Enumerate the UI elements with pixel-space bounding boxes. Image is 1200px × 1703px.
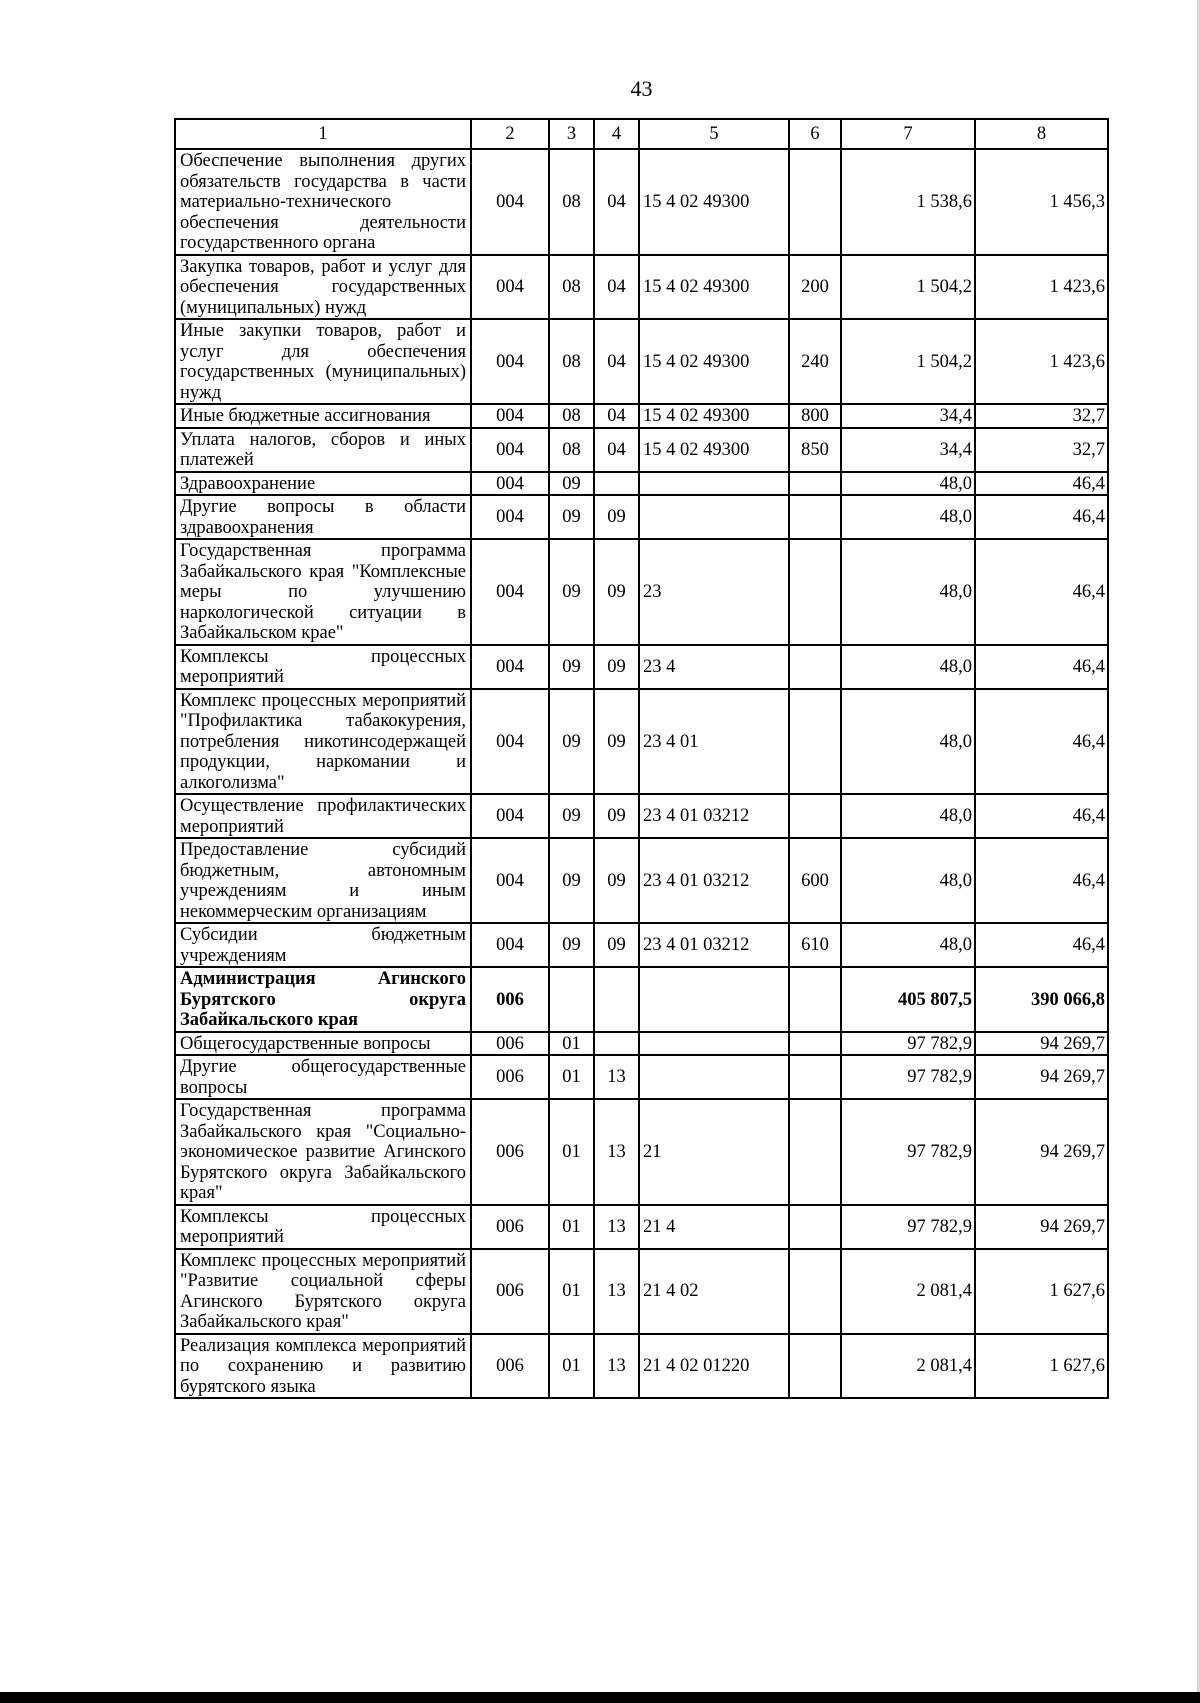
table-row [175,645,1108,689]
row-subsection-cell: 04 [594,255,639,320]
row-expense-type-cell [789,689,841,795]
row-amount-col7-cell: 97 782,9 [841,1032,975,1056]
row-name-cell: Комплексы процессных мероприятий [175,645,471,689]
row-amount-col8-cell: 1 423,6 [975,255,1108,320]
row-name-cell: Другие общегосударственные вопросы [175,1055,471,1099]
row-amount-col8-cell: 46,4 [975,923,1108,967]
row-section-cell: 01 [549,1249,594,1334]
table-row [175,1055,1108,1099]
row-admin-code-cell: 004 [471,645,549,689]
row-name-cell: Здравоохранение [175,472,471,496]
row-subsection-cell: 13 [594,1099,639,1205]
row-name-cell: Комплекс процессных мероприятий "Профилактика табакокурения, потребления никотинсодержащей продукции, наркомании и алкоголизма" [175,689,471,795]
table-row [175,967,1108,1032]
header-cell-4: 4 [594,119,639,149]
header-cell-5: 5 [639,119,789,149]
row-amount-col8-cell: 94 269,7 [975,1055,1108,1099]
row-target-article-cell [639,472,789,496]
row-section-cell: 09 [549,689,594,795]
row-expense-type-cell: 240 [789,319,841,404]
table-row [175,1099,1108,1205]
row-target-article-cell: 21 4 02 [639,1249,789,1334]
row-subsection-cell: 04 [594,404,639,428]
row-section-cell: 01 [549,1099,594,1205]
row-expense-type-cell [789,967,841,1032]
row-expense-type-cell [789,1249,841,1334]
row-name-cell: Предоставление субсидий бюджетным, автономным учреждениям и иным некоммерческим организациям [175,838,471,923]
row-target-article-cell [639,495,789,539]
row-amount-col7-cell: 48,0 [841,645,975,689]
row-name-cell: Обеспечение выполнения других обязательств государства в части материально-технического обеспечения деятельности государственного органа [175,149,471,255]
row-amount-col7-cell: 48,0 [841,794,975,838]
table-row [175,255,1108,320]
row-name-cell: Осуществление профилактических мероприятий [175,794,471,838]
row-admin-code-cell: 004 [471,472,549,496]
row-admin-code-cell: 004 [471,149,549,255]
row-name-cell: Общегосударственные вопросы [175,1032,471,1056]
row-target-article-cell: 23 4 01 03212 [639,838,789,923]
row-target-article-cell: 21 4 [639,1205,789,1249]
row-amount-col7-cell: 97 782,9 [841,1055,975,1099]
row-expense-type-cell [789,1205,841,1249]
page-number: 43 [630,76,653,101]
row-section-cell: 01 [549,1032,594,1056]
row-section-cell: 09 [549,472,594,496]
row-section-cell: 01 [549,1205,594,1249]
table-row [175,404,1108,428]
row-section-cell: 09 [549,923,594,967]
row-section-cell: 09 [549,539,594,645]
row-target-article-cell: 15 4 02 49300 [639,255,789,320]
row-expense-type-cell [789,1055,841,1099]
row-subsection-cell: 09 [594,923,639,967]
row-amount-col8-cell: 46,4 [975,495,1108,539]
header-cell-2: 2 [471,119,549,149]
row-amount-col7-cell: 97 782,9 [841,1205,975,1249]
row-section-cell [549,967,594,1032]
row-target-article-cell: 23 [639,539,789,645]
row-name-cell: Иные бюджетные ассигнования [175,404,471,428]
row-target-article-cell: 23 4 01 03212 [639,923,789,967]
row-amount-col8-cell: 390 066,8 [975,967,1108,1032]
row-section-cell: 08 [549,255,594,320]
row-expense-type-cell [789,645,841,689]
row-expense-type-cell [789,1099,841,1205]
row-amount-col8-cell: 1 627,6 [975,1334,1108,1399]
row-expense-type-cell [789,149,841,255]
row-amount-col8-cell: 46,4 [975,689,1108,795]
table-row [175,923,1108,967]
row-admin-code-cell: 004 [471,838,549,923]
row-section-cell: 01 [549,1334,594,1399]
header-cell-3: 3 [549,119,594,149]
table-row [175,794,1108,838]
row-section-cell: 08 [549,404,594,428]
header-cell-7: 7 [841,119,975,149]
table-row [175,838,1108,923]
row-admin-code-cell: 004 [471,404,549,428]
row-subsection-cell: 09 [594,794,639,838]
row-amount-col7-cell: 2 081,4 [841,1249,975,1334]
row-amount-col7-cell: 1 504,2 [841,255,975,320]
row-name-cell: Государственная программа Забайкальского края "Социально-экономическое развитие Агинского Бурятского округа Забайкальского края" [175,1099,471,1205]
row-subsection-cell [594,472,639,496]
table-body [175,149,1108,1398]
row-admin-code-cell: 004 [471,428,549,472]
row-section-cell: 09 [549,794,594,838]
table-row [175,319,1108,404]
row-amount-col8-cell: 46,4 [975,838,1108,923]
row-expense-type-cell: 850 [789,428,841,472]
row-target-article-cell: 23 4 [639,645,789,689]
row-name-cell: Субсидии бюджетным учреждениям [175,923,471,967]
header-cell-6: 6 [789,119,841,149]
row-section-cell: 09 [549,838,594,923]
row-subsection-cell: 04 [594,428,639,472]
budget-table [174,118,1109,1399]
row-expense-type-cell: 800 [789,404,841,428]
row-amount-col8-cell: 94 269,7 [975,1205,1108,1249]
table-row [175,1205,1108,1249]
row-subsection-cell [594,1032,639,1056]
row-admin-code-cell: 006 [471,1249,549,1334]
row-amount-col8-cell: 1 627,6 [975,1249,1108,1334]
row-subsection-cell: 09 [594,539,639,645]
row-amount-col8-cell: 46,4 [975,472,1108,496]
row-amount-col7-cell: 1 504,2 [841,319,975,404]
table-row [175,149,1108,255]
row-name-cell: Уплата налогов, сборов и иных платежей [175,428,471,472]
row-section-cell: 09 [549,495,594,539]
row-expense-type-cell [789,794,841,838]
row-subsection-cell: 04 [594,319,639,404]
row-amount-col7-cell: 48,0 [841,495,975,539]
row-target-article-cell: 21 [639,1099,789,1205]
row-admin-code-cell: 004 [471,255,549,320]
row-amount-col8-cell: 46,4 [975,645,1108,689]
row-amount-col7-cell: 34,4 [841,404,975,428]
row-amount-col8-cell: 32,7 [975,404,1108,428]
row-target-article-cell [639,967,789,1032]
row-name-cell: Комплексы процессных мероприятий [175,1205,471,1249]
row-admin-code-cell: 004 [471,923,549,967]
row-section-cell: 09 [549,645,594,689]
row-target-article-cell [639,1055,789,1099]
row-name-cell: Другие вопросы в области здравоохранения [175,495,471,539]
row-amount-col7-cell: 48,0 [841,472,975,496]
row-subsection-cell [594,967,639,1032]
row-amount-col7-cell: 2 081,4 [841,1334,975,1399]
row-target-article-cell: 15 4 02 49300 [639,428,789,472]
row-subsection-cell: 13 [594,1249,639,1334]
row-amount-col7-cell: 48,0 [841,838,975,923]
table-row [175,428,1108,472]
row-amount-col7-cell: 48,0 [841,539,975,645]
row-section-cell: 01 [549,1055,594,1099]
row-admin-code-cell: 004 [471,495,549,539]
row-subsection-cell: 13 [594,1205,639,1249]
header-row [175,119,1108,149]
row-name-cell: Комплекс процессных мероприятий "Развитие социальной сферы Агинского Бурятского округа Забайкальского края" [175,1249,471,1334]
row-expense-type-cell: 600 [789,838,841,923]
row-amount-col7-cell: 48,0 [841,923,975,967]
row-subsection-cell: 04 [594,149,639,255]
row-expense-type-cell: 610 [789,923,841,967]
row-admin-code-cell: 006 [471,1099,549,1205]
row-subsection-cell: 09 [594,689,639,795]
row-name-cell: Администрация Агинского Бурятского округа Забайкальского края [175,967,471,1032]
row-target-article-cell: 21 4 02 01220 [639,1334,789,1399]
header-cell-8: 8 [975,119,1108,149]
row-target-article-cell: 15 4 02 49300 [639,404,789,428]
scan-bottom-bar [0,1692,1200,1703]
header-cell-1: 1 [175,119,471,149]
row-target-article-cell: 15 4 02 49300 [639,319,789,404]
row-subsection-cell: 13 [594,1334,639,1399]
row-amount-col8-cell: 1 423,6 [975,319,1108,404]
row-section-cell: 08 [549,149,594,255]
row-amount-col8-cell: 32,7 [975,428,1108,472]
table-row [175,689,1108,795]
row-admin-code-cell: 004 [471,319,549,404]
row-admin-code-cell: 004 [471,794,549,838]
row-amount-col8-cell: 1 456,3 [975,149,1108,255]
row-amount-col8-cell: 94 269,7 [975,1099,1108,1205]
row-target-article-cell: 15 4 02 49300 [639,149,789,255]
row-amount-col8-cell: 46,4 [975,794,1108,838]
row-admin-code-cell: 006 [471,1334,549,1399]
row-subsection-cell: 09 [594,838,639,923]
row-expense-type-cell [789,495,841,539]
row-section-cell: 08 [549,319,594,404]
row-expense-type-cell [789,472,841,496]
row-amount-col7-cell: 48,0 [841,689,975,795]
row-amount-col7-cell: 34,4 [841,428,975,472]
row-amount-col8-cell: 46,4 [975,539,1108,645]
row-name-cell: Реализация комплекса мероприятий по сохранению и развитию бурятского языка [175,1334,471,1399]
row-name-cell: Государственная программа Забайкальского края "Комплексные меры по улучшению наркологической ситуации в Забайкальском крае" [175,539,471,645]
row-subsection-cell: 09 [594,495,639,539]
row-admin-code-cell: 006 [471,1032,549,1056]
row-expense-type-cell [789,1334,841,1399]
row-subsection-cell: 09 [594,645,639,689]
row-admin-code-cell: 004 [471,539,549,645]
row-target-article-cell: 23 4 01 [639,689,789,795]
row-expense-type-cell [789,1032,841,1056]
row-target-article-cell [639,1032,789,1056]
row-expense-type-cell: 200 [789,255,841,320]
row-section-cell: 08 [549,428,594,472]
row-subsection-cell: 13 [594,1055,639,1099]
row-amount-col7-cell: 405 807,5 [841,967,975,1032]
row-amount-col8-cell: 94 269,7 [975,1032,1108,1056]
table-row [175,1334,1108,1399]
row-amount-col7-cell: 97 782,9 [841,1099,975,1205]
row-name-cell: Иные закупки товаров, работ и услуг для обеспечения государственных (муниципальных) нужд [175,319,471,404]
row-target-article-cell: 23 4 01 03212 [639,794,789,838]
table-row [175,1032,1108,1056]
row-amount-col7-cell: 1 538,6 [841,149,975,255]
table-row [175,472,1108,496]
row-admin-code-cell: 004 [471,689,549,795]
row-name-cell: Закупка товаров, работ и услуг для обеспечения государственных (муниципальных) нужд [175,255,471,320]
table-row [175,495,1108,539]
row-expense-type-cell [789,539,841,645]
table-row [175,1249,1108,1334]
row-admin-code-cell: 006 [471,1055,549,1099]
row-admin-code-cell: 006 [471,1205,549,1249]
row-admin-code-cell: 006 [471,967,549,1032]
table-row [175,539,1108,645]
